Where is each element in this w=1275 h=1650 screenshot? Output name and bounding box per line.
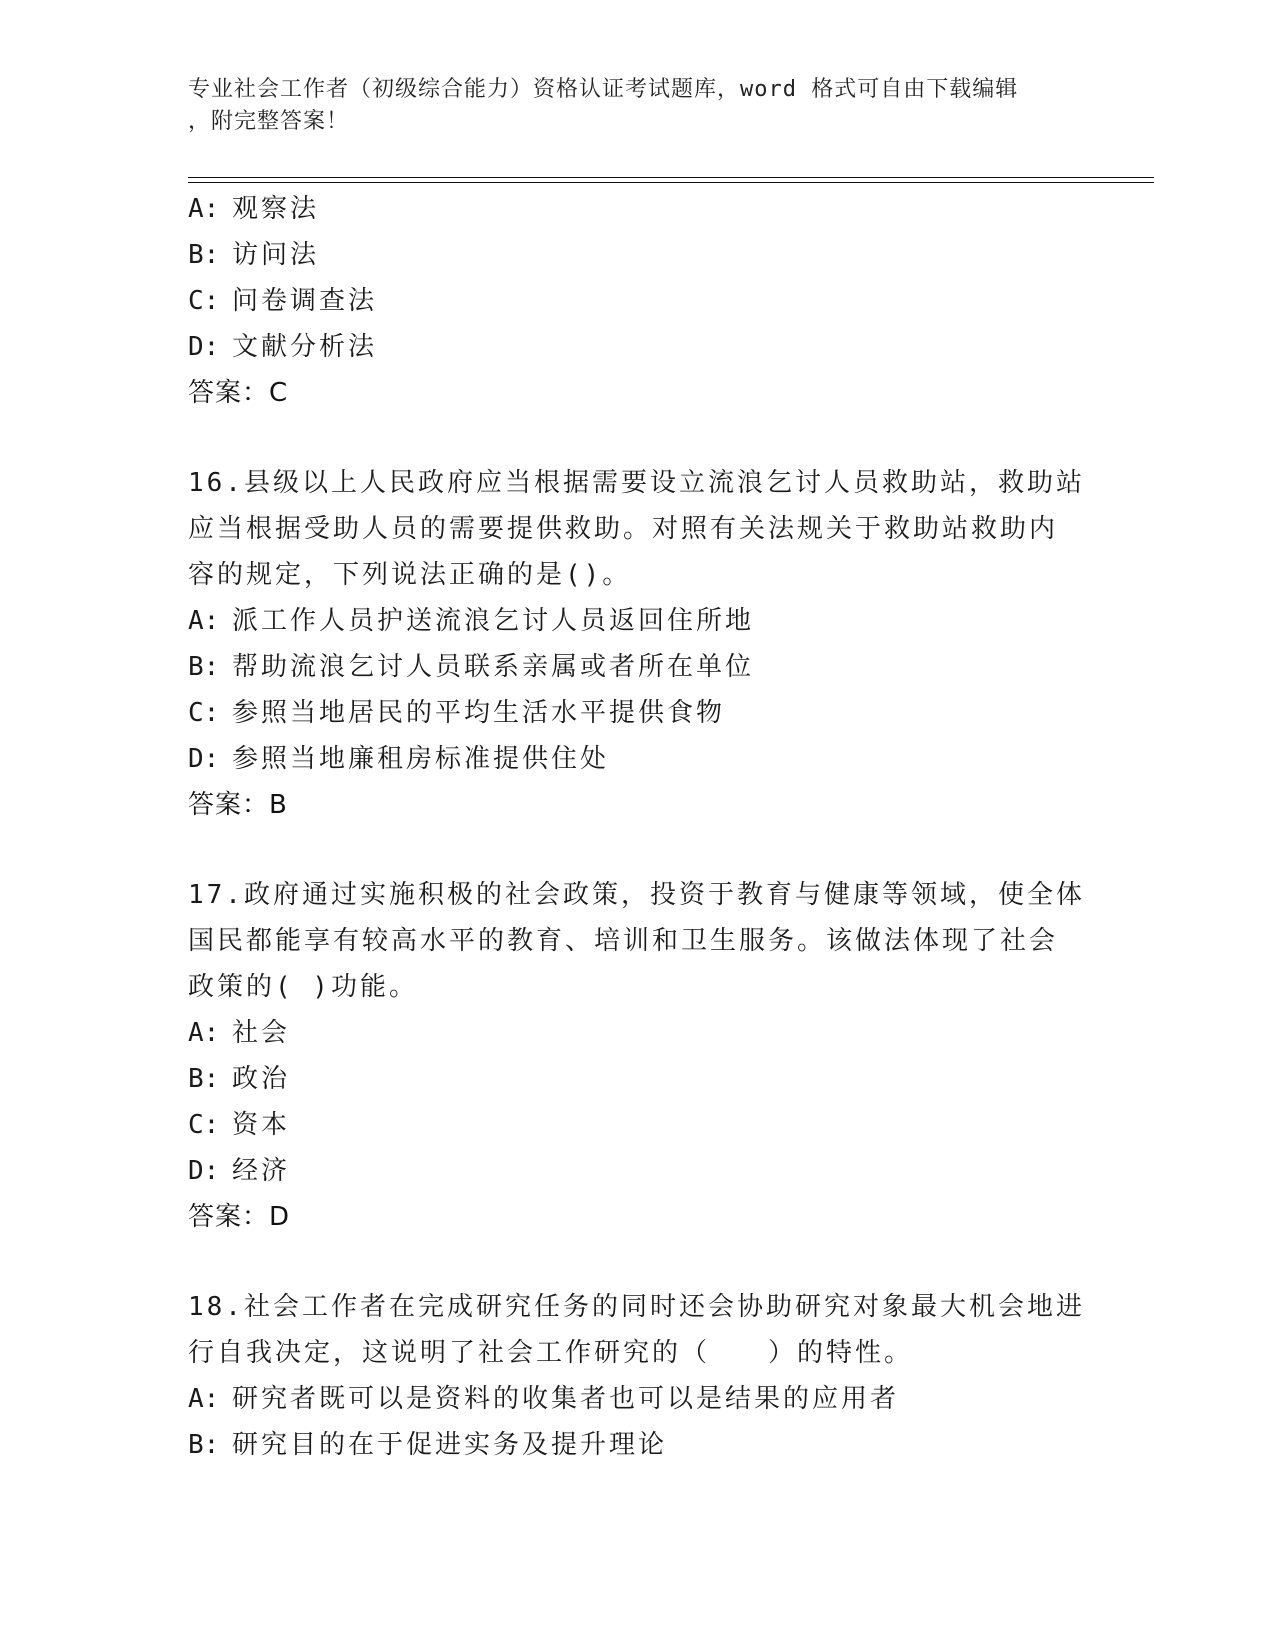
question-18 [188,1284,1088,1468]
option-d: D: 参照当地廉租房标准提供住处 [188,744,610,774]
option-b: B: 访问法 [188,240,320,270]
answer-label: 答案：C [188,378,289,408]
answer-label: 答案：B [188,790,288,820]
question-text-line: 行自我决定，这说明了社会工作研究的（ ）的特性。 [188,1338,914,1368]
option-a: A: 派工作人员护送流浪乞讨人员返回住所地 [188,606,755,636]
answer-label: 答案：D [188,1202,291,1232]
question-text-line: 容的规定，下列说法正确的是()。 [188,560,632,590]
option-d: D: 经济 [188,1156,291,1186]
option-b: B: 帮助流浪乞讨人员联系亲属或者所在单位 [188,652,755,682]
header-line-2: ，附完整答案！ [188,109,350,134]
question-text-line: 17.政府通过实施积极的社会政策，投资于教育与健康等领域，使全体 [188,880,1085,910]
option-c: C: 资本 [188,1110,291,1140]
question-text-line: 16.县级以上人民政府应当根据需要设立流浪乞讨人员救助站，救助站 [188,468,1085,498]
option-a: A: 观察法 [188,194,320,224]
option-a: A: 社会 [188,1018,291,1048]
option-c: C: 问卷调查法 [188,286,378,316]
option-c: C: 参照当地居民的平均生活水平提供食物 [188,698,726,728]
question-list [188,186,1088,1468]
option-a: A: 研究者既可以是资料的收集者也可以是结果的应用者 [188,1384,900,1414]
header-rule-bottom [188,182,1154,183]
header-rule-top [188,177,1154,178]
option-d: D: 文献分析法 [188,332,378,362]
header-line-1: 专业社会工作者（初级综合能力）资格认证考试题库，word 格式可自由下载编辑 [188,77,1019,102]
document-header [188,74,1068,138]
question-text-line: 国民都能享有较高水平的教育、培训和卫生服务。该做法体现了社会 [188,926,1059,956]
question-15-tail [188,186,1088,416]
question-text-line: 18.社会工作者在完成研究任务的同时还会协助研究对象最大机会地进 [188,1292,1085,1322]
question-text-line: 应当根据受助人员的需要提供救助。对照有关法规关于救助站救助内 [188,514,1059,544]
option-b: B: 政治 [188,1064,291,1094]
option-b: B: 研究目的在于促进实务及提升理论 [188,1430,668,1460]
question-text-line: 政策的( )功能。 [188,972,418,1002]
question-17 [188,872,1088,1240]
question-16 [188,460,1088,828]
